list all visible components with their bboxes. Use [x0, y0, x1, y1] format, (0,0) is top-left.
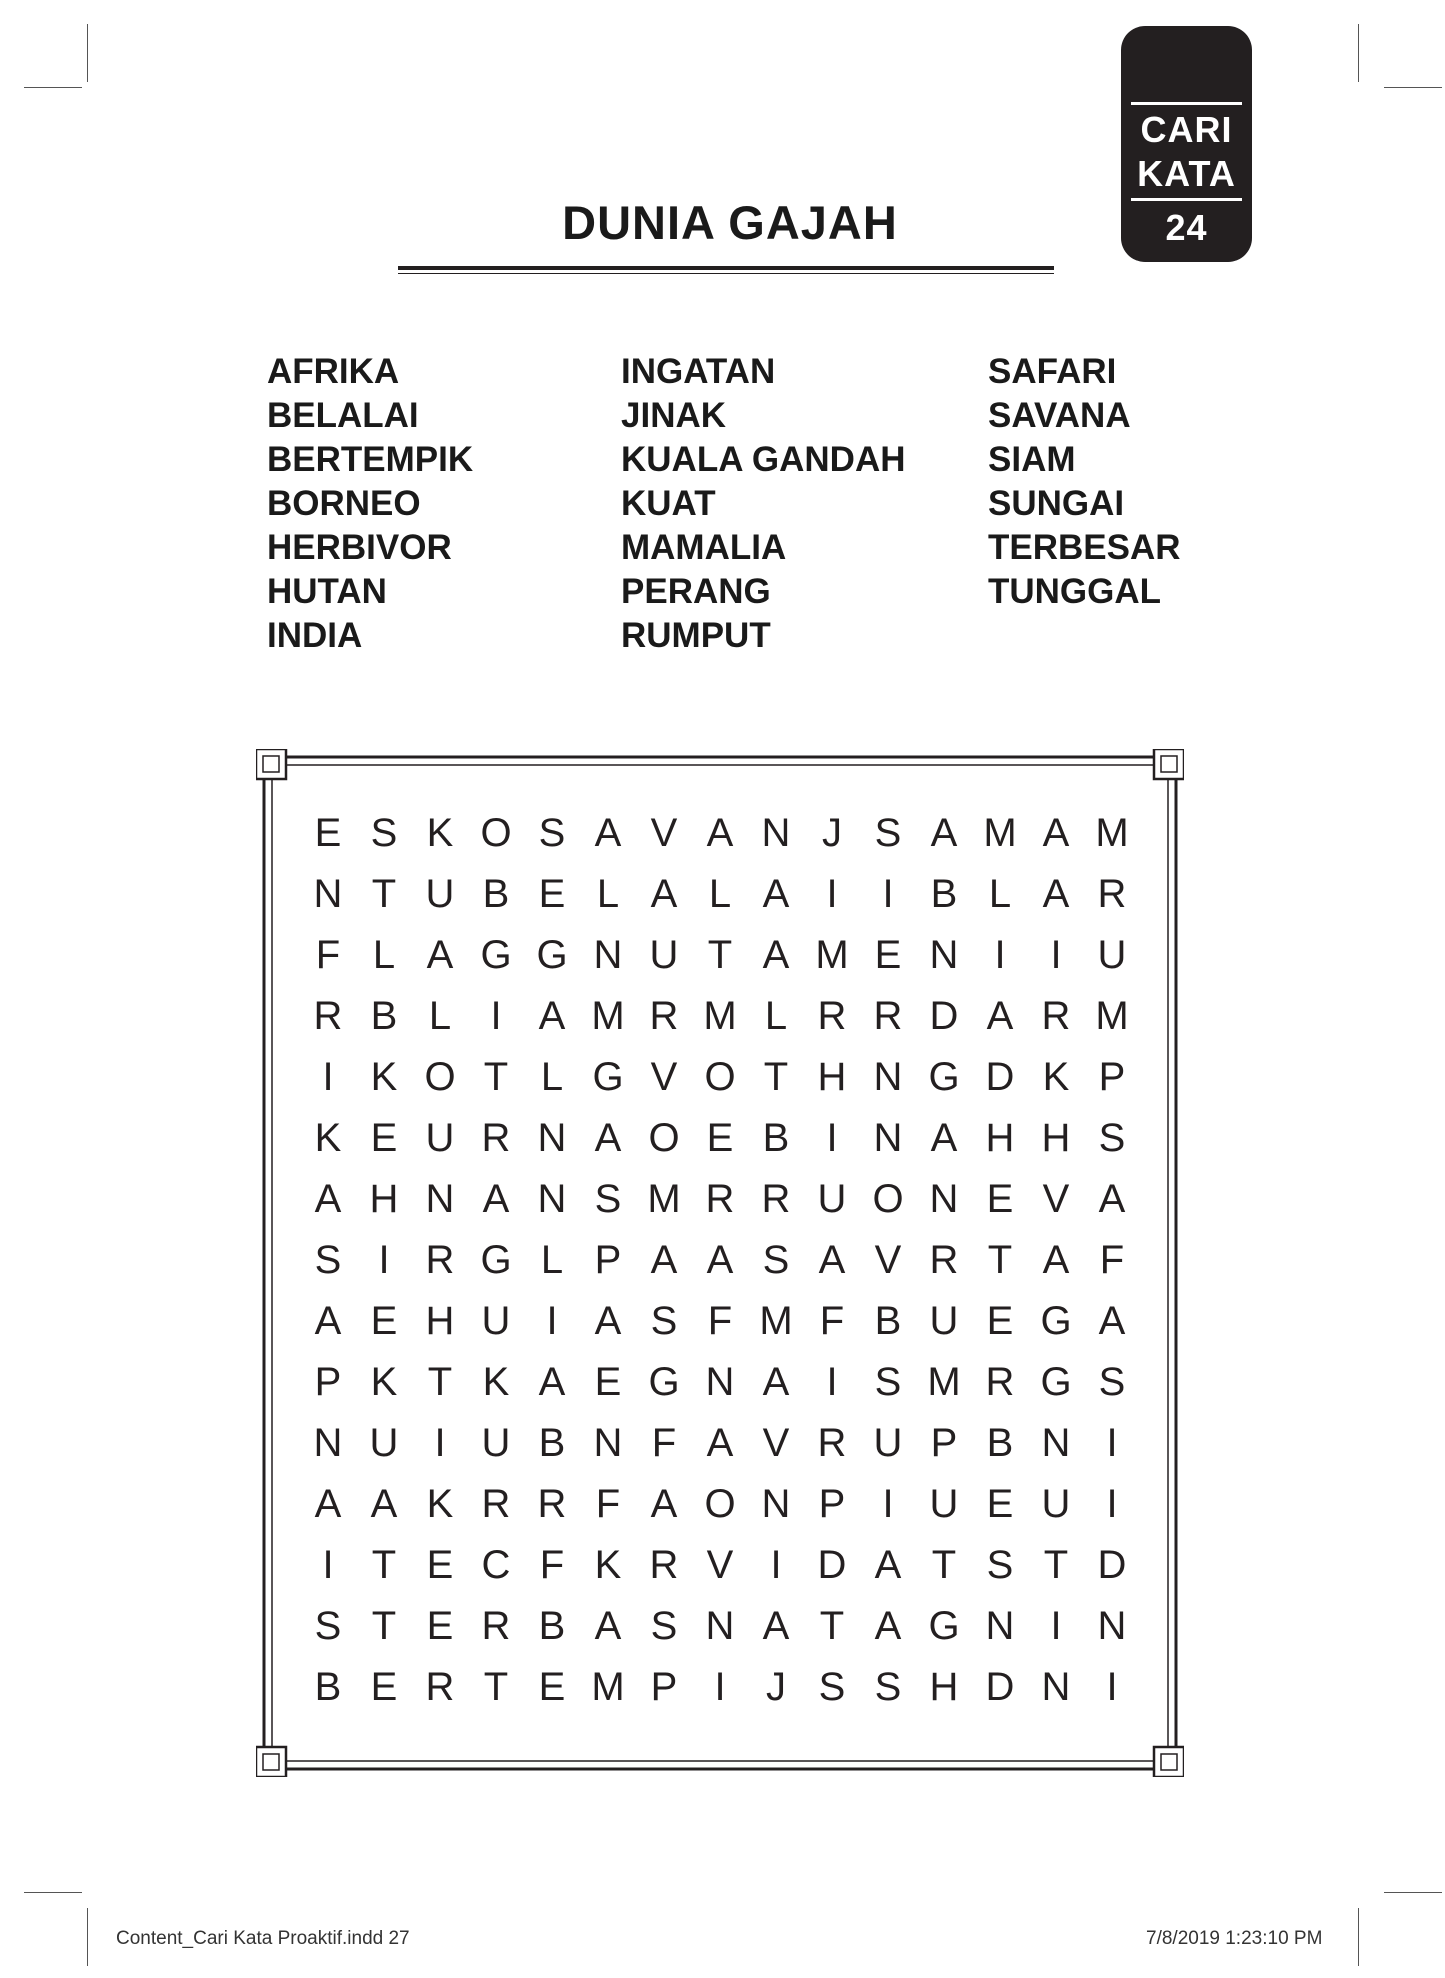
grid-cell[interactable]: A [818, 1238, 846, 1282]
grid-cell[interactable]: S [1098, 1116, 1126, 1160]
grid-cell[interactable]: A [650, 1238, 678, 1282]
grid-cell[interactable]: U [425, 1116, 455, 1160]
grid-cell[interactable]: D [985, 1055, 1015, 1099]
grid-cell[interactable]: T [371, 872, 397, 916]
word-item: BELALAI [267, 396, 419, 435]
grid-cell[interactable]: C [481, 1543, 511, 1587]
grid-cell[interactable]: T [371, 1604, 397, 1648]
grid-cell[interactable]: E [986, 1299, 1014, 1343]
grid-cell[interactable]: A [874, 1604, 902, 1648]
grid-cell[interactable]: I [1106, 1665, 1118, 1709]
word-item: SUNGAI [988, 484, 1125, 523]
grid-cell[interactable]: I [434, 1421, 446, 1465]
grid-cell[interactable]: L [988, 872, 1012, 916]
grid-cell[interactable]: R [929, 1238, 959, 1282]
grid-cell[interactable]: E [370, 1665, 398, 1709]
grid-cell[interactable]: R [425, 1665, 455, 1709]
grid-cell[interactable]: I [826, 872, 838, 916]
badge-line2: KATA [1137, 153, 1236, 194]
grid-row [300, 1230, 1140, 1291]
grid-cell[interactable]: D [817, 1543, 847, 1587]
grid-cell[interactable]: B [762, 1116, 790, 1160]
grid-cell[interactable]: R [481, 1482, 511, 1526]
frame-corner-tl [256, 749, 286, 779]
grid-cell[interactable]: I [714, 1665, 726, 1709]
grid-cell[interactable]: E [986, 1177, 1014, 1221]
grid-cell[interactable]: J [822, 811, 842, 855]
footer-timestamp: 7/8/2019 1:23:10 PM [1146, 1928, 1323, 1949]
grid-cell[interactable]: U [649, 933, 679, 977]
grid-cell[interactable]: A [706, 1421, 734, 1465]
grid-cell[interactable]: L [428, 994, 452, 1038]
grid-cell[interactable]: I [490, 994, 502, 1038]
word-item: HERBIVOR [267, 528, 452, 567]
grid-cell[interactable]: I [1050, 933, 1062, 977]
grid-cell[interactable]: G [928, 1055, 960, 1099]
grid-cell[interactable]: D [1097, 1543, 1127, 1587]
crop-mark-bottom-left [87, 1908, 88, 1966]
grid-cell[interactable]: D [929, 994, 959, 1038]
grid-cell[interactable]: A [706, 811, 734, 855]
grid-cell[interactable]: H [929, 1665, 959, 1709]
page-title: DUNIA GAJAH [562, 196, 898, 249]
badge-rule-bottom [1131, 198, 1242, 201]
grid-cell[interactable]: P [930, 1421, 958, 1465]
grid-cell[interactable]: M [591, 1665, 625, 1709]
grid-cell[interactable]: I [546, 1299, 558, 1343]
badge-rule-top [1131, 102, 1242, 105]
grid-cell[interactable]: S [986, 1543, 1014, 1587]
grid-cell[interactable]: F [315, 933, 341, 977]
grid-cell[interactable]: L [764, 994, 788, 1038]
grid-cell[interactable]: A [594, 811, 622, 855]
grid-cell[interactable]: G [592, 1055, 624, 1099]
grid-cell[interactable]: P [314, 1360, 342, 1404]
grid-cell[interactable]: S [594, 1177, 622, 1221]
grid-row [300, 1413, 1140, 1474]
grid-cell[interactable]: E [426, 1604, 454, 1648]
grid-cell[interactable]: U [369, 1421, 399, 1465]
word-item: HUTAN [267, 572, 387, 611]
grid-cell[interactable]: R [649, 1543, 679, 1587]
grid-cell[interactable]: N [537, 1116, 567, 1160]
grid-cell[interactable]: G [480, 933, 512, 977]
crop-mark-top-left-h [24, 87, 82, 88]
grid-cell[interactable]: I [322, 1543, 334, 1587]
footer-file-info: Content_Cari Kata Proaktif.indd 27 [116, 1928, 410, 1949]
grid-cell[interactable]: E [706, 1116, 734, 1160]
word-item: SIAM [988, 440, 1076, 479]
grid-cell[interactable]: N [1041, 1665, 1071, 1709]
grid-cell[interactable]: A [874, 1543, 902, 1587]
grid-cell[interactable]: S [650, 1299, 678, 1343]
grid-cell[interactable]: P [1098, 1055, 1126, 1099]
word-item: JINAK [621, 396, 727, 435]
grid-cell[interactable]: A [538, 1360, 566, 1404]
grid-cell[interactable]: N [313, 872, 343, 916]
grid-cell[interactable]: E [874, 933, 902, 977]
grid-cell[interactable]: K [594, 1543, 622, 1587]
grid-cell[interactable]: L [372, 933, 396, 977]
grid-cell[interactable]: V [650, 811, 678, 855]
grid-cell[interactable]: B [482, 872, 510, 916]
grid-cell[interactable]: U [817, 1177, 847, 1221]
grid-cell[interactable]: E [986, 1482, 1014, 1526]
grid-cell[interactable]: A [930, 811, 958, 855]
grid-cell[interactable]: M [647, 1177, 681, 1221]
grid-cell[interactable]: M [983, 811, 1017, 855]
grid-cell[interactable]: F [1099, 1238, 1125, 1282]
grid-cell[interactable]: O [704, 1482, 736, 1526]
grid-cell[interactable]: S [762, 1238, 790, 1282]
grid-cell[interactable]: R [817, 994, 847, 1038]
grid-cell[interactable]: S [538, 811, 566, 855]
grid-cell[interactable]: I [1106, 1421, 1118, 1465]
grid-cell[interactable]: A [594, 1604, 622, 1648]
word-list-col3 [988, 350, 1181, 614]
grid-cell[interactable]: K [426, 811, 454, 855]
grid-row [300, 1657, 1140, 1718]
grid-cell[interactable]: E [538, 872, 566, 916]
grid-cell[interactable]: T [819, 1604, 845, 1648]
grid-cell[interactable]: S [874, 1360, 902, 1404]
grid-cell[interactable]: O [480, 811, 512, 855]
grid-cell[interactable]: M [815, 933, 849, 977]
grid-cell[interactable]: I [770, 1543, 782, 1587]
grid-cell[interactable]: S [818, 1665, 846, 1709]
grid-cell[interactable]: A [426, 933, 454, 977]
grid-cell[interactable]: A [370, 1482, 398, 1526]
grid-cell[interactable]: H [817, 1055, 847, 1099]
crop-mark-top-right [1358, 24, 1359, 82]
grid-cell[interactable]: V [706, 1543, 734, 1587]
crop-mark-bottom-left-h [24, 1892, 82, 1893]
grid-cell[interactable]: A [1042, 1238, 1070, 1282]
grid-cell[interactable]: H [985, 1116, 1015, 1160]
grid-cell[interactable]: N [593, 933, 623, 977]
grid-cell[interactable]: R [873, 994, 903, 1038]
grid-cell[interactable]: I [826, 1360, 838, 1404]
grid-cell[interactable]: E [538, 1665, 566, 1709]
grid-row [300, 1352, 1140, 1413]
grid-cell[interactable]: B [986, 1421, 1014, 1465]
grid-cell[interactable]: T [483, 1055, 509, 1099]
grid-cell[interactable]: H [425, 1299, 455, 1343]
grid-row [300, 1596, 1140, 1657]
grid-cell[interactable]: U [929, 1299, 959, 1343]
grid-cell[interactable]: F [707, 1299, 733, 1343]
grid-cell[interactable]: R [1041, 994, 1071, 1038]
grid-cell[interactable]: A [762, 1604, 790, 1648]
grid-cell[interactable]: N [761, 811, 791, 855]
word-item: INDIA [267, 616, 363, 655]
grid-cell[interactable]: G [536, 933, 568, 977]
word-item: TUNGGAL [988, 572, 1162, 611]
grid-cell[interactable]: K [314, 1116, 342, 1160]
grid-cell[interactable]: L [708, 872, 732, 916]
grid-cell[interactable]: I [1050, 1604, 1062, 1648]
badge-line1: CARI [1140, 109, 1233, 150]
grid-row [300, 1047, 1140, 1108]
grid-cell[interactable]: A [1042, 872, 1070, 916]
grid-cell[interactable]: A [538, 994, 566, 1038]
grid-cell[interactable]: A [650, 872, 678, 916]
word-item: BORNEO [267, 484, 421, 523]
grid-cell[interactable]: I [882, 872, 894, 916]
grid-cell[interactable]: G [1040, 1299, 1072, 1343]
grid-cell[interactable]: K [426, 1482, 454, 1526]
word-item: AFRIKA [267, 352, 400, 391]
grid-cell[interactable]: V [650, 1055, 678, 1099]
grid-cell[interactable]: R [481, 1604, 511, 1648]
grid-cell[interactable]: L [540, 1055, 564, 1099]
grid-cell[interactable]: N [537, 1177, 567, 1221]
crop-mark-bottom-right-h [1384, 1892, 1442, 1893]
grid-cell[interactable]: M [759, 1299, 793, 1343]
grid-row [300, 986, 1140, 1047]
grid-cell[interactable]: K [1042, 1055, 1070, 1099]
grid-cell[interactable]: E [426, 1543, 454, 1587]
grid-cell[interactable]: B [538, 1604, 566, 1648]
grid-cell[interactable]: I [378, 1238, 390, 1282]
grid-cell[interactable]: N [929, 933, 959, 977]
grid-cell[interactable]: A [314, 1299, 342, 1343]
grid-cell[interactable]: R [481, 1116, 511, 1160]
grid-cell[interactable]: P [650, 1665, 678, 1709]
grid-cell[interactable]: A [1098, 1177, 1126, 1221]
grid-cell[interactable]: A [594, 1116, 622, 1160]
crop-mark-bottom-right [1358, 1908, 1359, 1966]
grid-cell[interactable]: A [650, 1482, 678, 1526]
grid-cell[interactable]: A [482, 1177, 510, 1221]
title-rule-thin [398, 273, 1054, 274]
grid-cell[interactable]: E [370, 1299, 398, 1343]
grid-cell[interactable]: S [314, 1238, 342, 1282]
grid-cell[interactable]: K [370, 1360, 398, 1404]
grid-row [300, 1474, 1140, 1535]
grid-cell[interactable]: U [873, 1421, 903, 1465]
grid-cell[interactable]: D [985, 1665, 1015, 1709]
grid-cell[interactable]: M [927, 1360, 961, 1404]
badge-number: 24 [1165, 207, 1208, 248]
frame-corner-bl [256, 1747, 286, 1777]
grid-cell[interactable]: S [650, 1604, 678, 1648]
grid-cell[interactable]: I [1106, 1482, 1118, 1526]
grid-cell[interactable]: L [596, 872, 620, 916]
grid-row [300, 925, 1140, 986]
word-item: BERTEMPIK [267, 440, 474, 479]
grid-cell[interactable]: G [648, 1360, 680, 1404]
letter-grid [300, 803, 1140, 1718]
grid-cell[interactable]: N [425, 1177, 455, 1221]
word-list-col1 [267, 350, 473, 658]
grid-row [300, 1108, 1140, 1169]
grid-cell[interactable]: A [1042, 811, 1070, 855]
grid-cell[interactable]: P [594, 1238, 622, 1282]
grid-row [300, 1169, 1140, 1230]
word-item: MAMALIA [621, 528, 787, 567]
grid-cell[interactable]: G [480, 1238, 512, 1282]
grid-cell[interactable]: R [649, 994, 679, 1038]
grid-cell[interactable]: A [762, 933, 790, 977]
grid-cell[interactable]: A [314, 1177, 342, 1221]
grid-cell[interactable]: S [874, 811, 902, 855]
grid-cell[interactable]: M [591, 994, 625, 1038]
title-rule-thick [398, 266, 1054, 270]
grid-cell[interactable]: O [648, 1116, 680, 1160]
grid-cell[interactable]: O [872, 1177, 904, 1221]
grid-cell[interactable]: O [704, 1055, 736, 1099]
grid-cell[interactable]: N [873, 1055, 903, 1099]
grid-cell[interactable]: R [705, 1177, 735, 1221]
word-item: PERANG [621, 572, 771, 611]
grid-cell[interactable]: A [594, 1299, 622, 1343]
grid-cell[interactable]: T [483, 1665, 509, 1709]
grid-cell[interactable]: U [1041, 1482, 1071, 1526]
grid-cell[interactable]: A [762, 872, 790, 916]
word-item: KUAT [621, 484, 716, 523]
grid-cell[interactable]: H [369, 1177, 399, 1221]
frame-corner-tr [1154, 749, 1184, 779]
grid-cell[interactable]: M [1095, 811, 1129, 855]
grid-cell[interactable]: T [1043, 1543, 1069, 1587]
grid-cell[interactable]: J [766, 1665, 786, 1709]
grid-row [300, 1291, 1140, 1352]
crop-mark-top-left [87, 24, 88, 82]
grid-cell[interactable]: S [370, 811, 398, 855]
puzzle-badge [1121, 26, 1252, 262]
grid-cell[interactable]: F [651, 1421, 677, 1465]
grid-cell[interactable]: A [314, 1482, 342, 1526]
grid-cell[interactable]: K [482, 1360, 510, 1404]
grid-cell[interactable]: T [707, 933, 733, 977]
grid-cell[interactable]: N [873, 1116, 903, 1160]
grid-cell[interactable]: N [1041, 1421, 1071, 1465]
grid-cell[interactable]: F [819, 1299, 845, 1343]
grid-cell[interactable]: U [929, 1482, 959, 1526]
grid-cell[interactable]: A [986, 994, 1014, 1038]
grid-row [300, 864, 1140, 925]
grid-cell[interactable]: A [930, 1116, 958, 1160]
grid-cell[interactable]: U [481, 1421, 511, 1465]
grid-cell[interactable]: R [761, 1177, 791, 1221]
word-item: RUMPUT [621, 616, 771, 655]
grid-cell[interactable]: N [705, 1360, 735, 1404]
grid-row [300, 1535, 1140, 1596]
grid-cell[interactable]: S [874, 1665, 902, 1709]
grid-cell[interactable]: B [538, 1421, 566, 1465]
grid-cell[interactable]: S [1098, 1360, 1126, 1404]
grid-cell[interactable]: M [703, 994, 737, 1038]
grid-row [300, 803, 1140, 864]
grid-cell[interactable]: E [594, 1360, 622, 1404]
word-list-col2 [621, 350, 906, 658]
grid-cell[interactable]: F [539, 1543, 565, 1587]
grid-cell[interactable]: H [1041, 1116, 1071, 1160]
grid-cell[interactable]: G [928, 1604, 960, 1648]
grid-cell[interactable]: I [826, 1116, 838, 1160]
word-item: SAVANA [988, 396, 1131, 435]
grid-cell[interactable]: N [985, 1604, 1015, 1648]
crop-mark-top-right-h [1384, 87, 1442, 88]
grid-cell[interactable]: B [314, 1665, 342, 1709]
grid-cell[interactable]: E [314, 811, 342, 855]
grid-cell[interactable]: A [706, 1238, 734, 1282]
word-item: TERBESAR [988, 528, 1181, 567]
grid-cell[interactable]: N [761, 1482, 791, 1526]
grid-cell[interactable]: B [930, 872, 958, 916]
grid-cell[interactable]: U [481, 1299, 511, 1343]
grid-cell[interactable]: K [370, 1055, 398, 1099]
grid-cell[interactable]: R [425, 1238, 455, 1282]
word-item: KUALA GANDAH [621, 440, 906, 479]
grid-cell[interactable]: A [762, 1360, 790, 1404]
grid-cell[interactable]: I [322, 1055, 334, 1099]
grid-cell[interactable]: T [931, 1543, 957, 1587]
grid-cell[interactable]: B [874, 1299, 902, 1343]
grid-cell[interactable]: S [314, 1604, 342, 1648]
grid-cell[interactable]: I [882, 1482, 894, 1526]
grid-cell[interactable]: R [1097, 872, 1127, 916]
grid-cell[interactable]: T [763, 1055, 789, 1099]
grid-cell[interactable]: A [1098, 1299, 1126, 1343]
grid-cell[interactable]: T [371, 1543, 397, 1587]
grid-cell[interactable]: G [1040, 1360, 1072, 1404]
grid-cell[interactable]: F [595, 1482, 621, 1526]
grid-cell[interactable]: N [705, 1604, 735, 1648]
grid-cell[interactable]: P [818, 1482, 846, 1526]
grid-cell[interactable]: R [537, 1482, 567, 1526]
grid-cell[interactable]: N [313, 1421, 343, 1465]
frame-corner-br [1154, 1747, 1184, 1777]
grid-cell[interactable]: I [994, 933, 1006, 977]
grid-cell[interactable]: R [313, 994, 343, 1038]
word-item: SAFARI [988, 352, 1117, 391]
grid-cell[interactable]: M [1095, 994, 1129, 1038]
grid-cell[interactable]: U [1097, 933, 1127, 977]
grid-cell[interactable]: V [762, 1421, 790, 1465]
grid-cell[interactable]: N [1097, 1604, 1127, 1648]
grid-cell[interactable]: R [817, 1421, 847, 1465]
grid-cell[interactable]: B [370, 994, 398, 1038]
grid-cell[interactable]: V [1042, 1177, 1070, 1221]
grid-cell[interactable]: L [540, 1238, 564, 1282]
grid-cell[interactable]: R [985, 1360, 1015, 1404]
grid-cell[interactable]: U [425, 872, 455, 916]
grid-cell[interactable]: V [874, 1238, 902, 1282]
grid-cell[interactable]: T [987, 1238, 1013, 1282]
word-item: INGATAN [621, 352, 776, 391]
grid-cell[interactable]: N [593, 1421, 623, 1465]
grid-cell[interactable]: N [929, 1177, 959, 1221]
grid-cell[interactable]: E [370, 1116, 398, 1160]
grid-cell[interactable]: O [424, 1055, 456, 1099]
grid-cell[interactable]: T [427, 1360, 453, 1404]
